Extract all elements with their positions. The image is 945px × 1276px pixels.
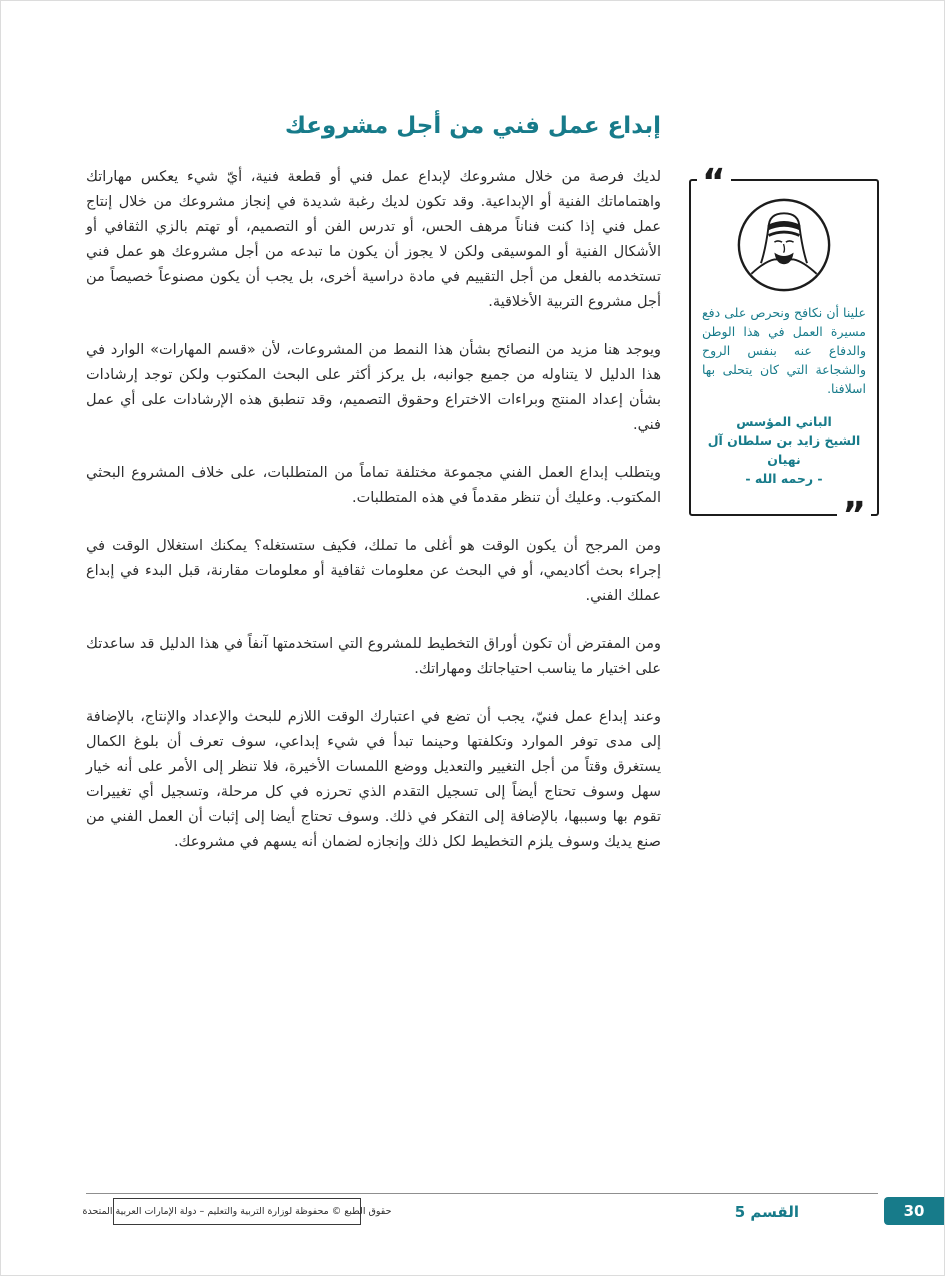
founder-portrait-illustration	[736, 197, 832, 293]
section-label: القسم 5	[734, 1203, 799, 1221]
close-quote-icon: ”	[837, 505, 871, 527]
quote-attribution	[702, 412, 866, 488]
footer-divider	[86, 1193, 878, 1194]
body-paragraph-1: لديك فرصة من خلال مشروعك لإبداع عمل فني أو قطعة فنية، أيّ شيء يعكس مهاراتك واهتماماتك الفنية أو الإبداعية. وقد تكون لديك رغبة شديدة في إنجاز مشروعك من خلال إنتاج عمل فني إذا كنت فناناً مرهف الحس، أو تدرس الفن أو التصميم، أو تهتم بالزي الثقافي أو الأشكال الفنية أو الموسيقى ولكن لا يجوز أن يكون ما تبدعه من أجل مشروعك هو عمل فني تستخدمه بالفعل من أجل التقييم في مادة دراسية أخرى، بل يجب أن يكون مصنوعاً خصيصاً من أجل مشروع التربية الأخلاقية.	[86, 169, 661, 310]
body-paragraph-3: ويتطلب إبداع العمل الفني مجموعة مختلفة تماماً من المتطلبات، على خلاف المشروع البحثي المكتوب. وعليك أن تنظر مقدماً في هذه المتطلبات.	[86, 465, 661, 506]
founder-quote-box	[689, 162, 879, 537]
attribution-name: الشيخ زايد بن سلطان آل نهيان	[707, 433, 861, 467]
founder-quote-text: علينا أن نكافح ونحرص على دفع مسيرة العمل في هذا الوطن والدفاع عنه بنفس الروح والشجاعة التي كان يتحلى بها اسلافنا.	[702, 305, 866, 396]
attribution-title: الباني المؤسس	[736, 414, 832, 429]
sidebar	[689, 1, 879, 537]
body-paragraph-5: ومن المفترض أن تكون أوراق التخطيط للمشروع التي استخدمتها آنفاً في هذا الدليل قد ساعدتك على اختيار ما يناسب احتياجاتك ومهاراتك.	[86, 636, 661, 677]
page-title: إبداع عمل فني من أجل مشروعك	[284, 113, 661, 139]
open-quote-icon: “	[697, 172, 731, 194]
body-paragraph-2: ويوجد هنا مزيد من النصائح بشأن هذا النمط من المشروعات، لأن «قسم المهارات» الوارد في هذا الدليل لا يتناوله من جميع جوانبه، بل يركز أكثر على البحث المكتوب ولكن توجد إرشادات بشأن إعداد المنتج وبراءات الاختراع وحقوق التصميم، وقد تنطبق هذه الإرشادات على أي عمل فني.	[86, 342, 661, 433]
main-text-column	[86, 1, 661, 878]
body-paragraph-6: وعند إبداع عمل فنيّ، يجب أن تضع في اعتبارك الوقت اللازم للبحث والإعداد والإنتاج، بالإضافة إلى مدى توفر الموارد وتكلفتها وحينما تبدأ في شيء إبداعي، سوف تعرف أن بلوغ الكمال يستغرق وقتاً من أجل التغيير والتعديل ووضع اللمسات الأخيرة، فلا تنظر إلى الأمر على أنه خيار سهل وسوف تحتاج أيضاً إلى تسجيل التقدم الذي تحرزه في كل مرحلة، وتسجيل أي تغييرات تقوم بها وسببها، بالإضافة إلى التفكر في ذلك. وسوف تحتاج أيضا إلى إثبات أن العمل الفني من صنع يديك وسوف يلزم التخطيط لكل ذلك وإنجازه لضمان أنه يسهم في مشروعك.	[86, 709, 661, 850]
page-number-badge: 30	[884, 1197, 944, 1225]
attribution-honorific: - رحمه الله -	[745, 471, 823, 486]
content-area	[1, 1, 944, 878]
body-paragraph-4: ومن المرجح أن يكون الوقت هو أغلى ما تملك، فكيف ستستغله؟ يمكنك استغلال الوقت في إجراء بحث أكاديمي، أو في البحث عن معلومات ثقافية أو معلومات مقارنة، قبل البدء في إبداع عملك الفني.	[86, 538, 661, 604]
copyright-notice: حقوق الطبع © محفوظة لوزارة التربية والتعليم – دولة الإمارات العربية المتحدة	[113, 1198, 361, 1225]
